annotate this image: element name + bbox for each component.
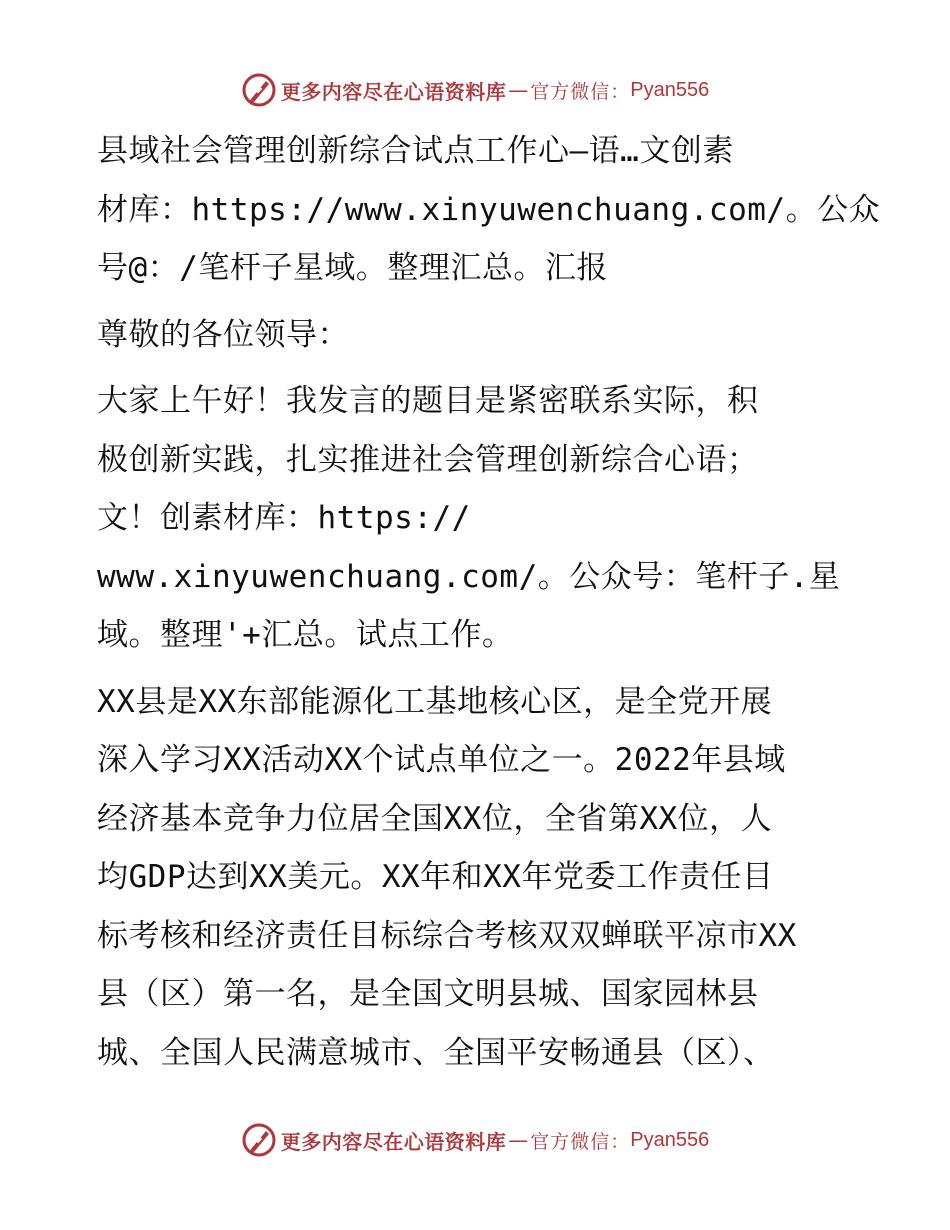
text-line: 域。整理'+汇总。试点工作。: [97, 617, 514, 653]
footer-banner: [0, 1118, 950, 1162]
banner-main-text: 更多内容尽在心语资料库: [280, 1129, 507, 1154]
pen-logo-icon: [241, 1122, 277, 1158]
text-line: 材库：https://www.xinyuwenchuang.com/。公众: [97, 191, 881, 228]
text-line: www.xinyuwenchuang.com/。公众号：笔杆子.星: [97, 558, 841, 595]
banner-wechat-id: Pyan556: [630, 78, 710, 101]
body-paragraph: [97, 673, 862, 1083]
pen-logo-icon: [241, 72, 277, 108]
text-line: 尊敬的各位领导：: [97, 316, 349, 353]
title-paragraph: [97, 122, 881, 298]
text-line: 均GDP达到XX美元。XX年和XX年党委工作责任目: [97, 859, 774, 895]
text-line: 标考核和经济责任目标综合考核双双蝉联平凉市XX: [97, 917, 797, 954]
text-line: 极创新实践，扎实推进社会管理创新综合心语；: [97, 441, 759, 478]
banner-official-label: 官方微信：: [530, 1130, 631, 1153]
text-line: 深入学习XX活动XX个试点单位之一。2022年县域: [97, 742, 786, 778]
text-line: 县域社会管理创新综合试点工作心—语…文创素: [97, 133, 734, 169]
text-line: 大家上午好！我发言的题目是紧密联系实际，积: [97, 383, 759, 419]
banner-main-text: 更多内容尽在心语资料库: [280, 79, 507, 104]
document-body: [97, 122, 881, 1090]
header-banner: [0, 68, 950, 112]
banner-dash: —: [508, 1128, 529, 1152]
text-line: 文！创素材库：https://: [97, 500, 471, 536]
banner-official-label: 官方微信：: [530, 80, 631, 103]
text-line: 城、全国人民满意城市、全国平安畅通县（区）、: [97, 1034, 775, 1071]
text-line: 号@：/笔杆子星域。整理汇总。汇报: [97, 250, 608, 286]
greeting-paragraph: [97, 372, 862, 665]
text-line: 经济基本竞争力位居全国XX位，全省第XX位，人: [97, 800, 773, 837]
salutation-paragraph: [97, 306, 862, 365]
text-line: 县（区）第一名，是全国文明县城、国家园林县: [97, 976, 759, 1012]
banner-wechat-id: Pyan556: [630, 1128, 710, 1151]
banner-dash: —: [508, 78, 529, 102]
text-line: XX县是XX东部能源化工基地核心区，是全党开展: [97, 683, 773, 720]
